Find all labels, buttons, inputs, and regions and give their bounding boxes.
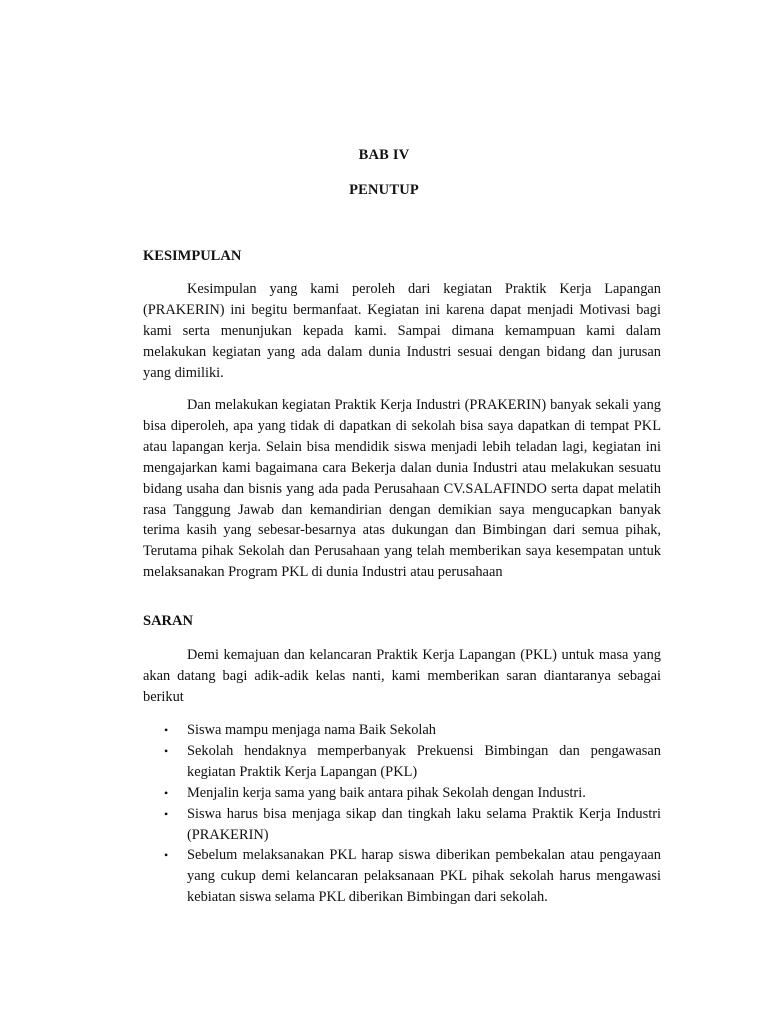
bullet-icon: •	[164, 806, 169, 821]
bullet-icon: •	[164, 848, 169, 863]
kesimpulan-heading: KESIMPULAN	[143, 248, 242, 264]
kesimpulan-paragraph-2: Dan melakukan kegiatan Praktik Kerja Industri (PRAKERIN) banyak sekali yang bisa diperoleh, apa yang tidak di dapatkan di sekolah bisa saya dapatkan di tempat PKL atau lapangan kerja. Selain bisa mendidik siswa menjadi lebih teladan lagi, kegiatan ini mengajarkan kami bagaimana cara Bekerja dalan dunia Industri atau melakukan sesuatu bidang usaha dan bisnis yang ada pada Perusahaan CV.SALAFINDO serta dapat melatih rasa Tanggung Jawab dan kemandirian dengan demikian saya mengucapkan banyak terima kasih yang sebesar-besarnya atas dukungan dan Bimbingan dari semua pihak, Terutama pihak Sekolah dan Perusahaan yang telah memberikan saya kesempatan untuk melaksanakan Program PKL di dunia Industri atau perusahaan	[143, 397, 661, 581]
saran-heading: SARAN	[143, 613, 193, 629]
saran-intro-paragraph: Demi kemajuan dan kelancaran Praktik Kerja Lapangan (PKL) untuk masa yang akan datang bagi adik-adik kelas nanti, kami memberikan saran diantaranya sebagai berikut	[143, 647, 661, 705]
list-item	[143, 720, 661, 741]
suggestion-list	[143, 720, 661, 908]
list-item-text: Sekolah hendaknya memperbanyak Prekuensi Bimbingan dan pengawasan kegiatan Praktik Kerja Lapangan (PKL)	[187, 742, 661, 780]
list-item	[143, 804, 661, 846]
list-item	[143, 783, 661, 804]
bullet-icon: •	[164, 785, 169, 800]
list-item-text: Sebelum melaksanakan PKL harap siswa diberikan pembekalan atau pengayaan yang cukup demi kelancaran pelaksanaan PKL pihak sekolah harus mengawasi kebiatan siswa selama PKL diberikan Bimbingan dari sekolah.	[187, 847, 661, 906]
list-item-text: Siswa harus bisa menjaga sikap dan tingkah laku selama Praktik Kerja Industri (PRAKERIN)	[187, 805, 661, 843]
list-item-text: Menjalin kerja sama yang baik antara pihak Sekolah dengan Industri.	[187, 784, 586, 801]
list-item-text: Siswa mampu menjaga nama Baik Sekolah	[187, 722, 436, 738]
bullet-icon: •	[164, 723, 169, 737]
kesimpulan-paragraph-1: Kesimpulan yang kami peroleh dari kegiatan Praktik Kerja Lapangan (PRAKERIN) ini begitu bermanfaat. Kegiatan ini karena dapat menjadi Motivasi bagi kami serta menunjukan kepada kami. Sampai dimana kemampuan kami dalam melakukan kegiatan yang ada dalam dunia Industri sesuai dengan bidang dan jurusan yang dimiliki.	[143, 281, 661, 381]
chapter-number: BAB IV	[358, 147, 410, 163]
list-item	[143, 845, 661, 908]
chapter-title: PENUTUP	[349, 182, 419, 198]
list-item	[143, 741, 661, 783]
bullet-icon: •	[164, 743, 169, 758]
